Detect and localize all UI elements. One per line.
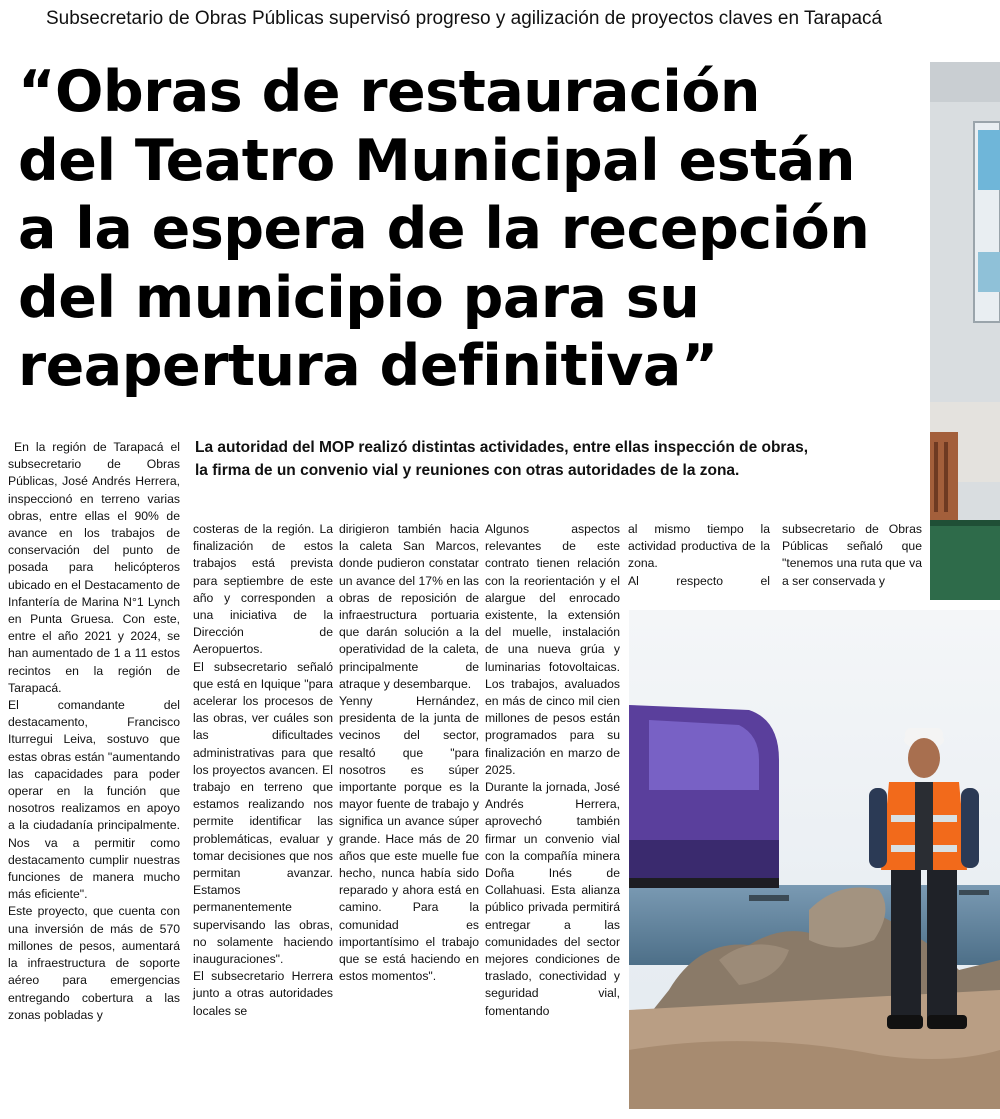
paragraph: Algunos aspectos relevantes de este contrato tienen relación con la reorientación y el alargue del enrocado existente, la extensión del muelle, instalación de una nueva grúa y luminarias fotovoltaicas. Los trabajos, avaluados en más de cinco mil cien millones de pesos están programados para su finalización en marzo de 2025.	[485, 522, 620, 777]
paragraph: El subsecretario Herrera junto a otras autoridades locales se	[193, 969, 333, 1018]
photo-interior-art	[930, 62, 1000, 600]
deck-line: La autoridad del MOP realizó distintas actividades, entre ellas inspección de obras,	[195, 439, 809, 456]
paragraph: El subsecretario señaló que está en Iquique "para acelerar los procesos de las obras, ver cuáles son las dificultades administrativas para que los proyectos avancen. El trabajo en terreno que estamos realizando nos permite identificar las problemáticas, evaluar y tomar decisiones que nos permitan avanzar. Estamos permanentemente supervisando las obras, no solamente haciendo inauguraciones".	[193, 659, 333, 967]
article-kicker: Subsecretario de Obras Públicas supervisó progreso y agilización de proyectos claves en Tarapacá	[46, 8, 883, 29]
photo-worker-art	[629, 610, 1000, 1109]
article-headline	[18, 58, 928, 401]
paragraph: En la región de Tarapacá el subsecretario de Obras Públicas, José Andrés Herrera, inspeccionó en terreno varias obras, entre ellas el 90% de avance en los trabajos de conservación del punto de posada para helicópteros ubicado en el Destacamento de Infantería de Marina N°1 Lynch en Punta Gruesa. Con este, entre el año 2021 y 2024, se han aumentado de 1 a 11 estos recintos en la región de Tarapacá.	[8, 440, 180, 695]
headline-line: del Teatro Municipal están	[18, 127, 855, 194]
paragraph: Al respecto el	[628, 573, 770, 588]
body-column-3	[339, 521, 479, 985]
body-column-2	[193, 521, 333, 1020]
paragraph: Durante la jornada, José Andrés Herrera, aprovechó también firmar un convenio vial con la compañía minera Doña Inés de Collahuasi. Esta alianza público privada permitirá entregar a las comunidades del sector mejores condiciones de traslado, conectividad y seguridad vial, fomentando	[485, 780, 620, 1018]
photo-worker	[629, 610, 1000, 1109]
body-column-4	[485, 521, 620, 1020]
body-column-1	[8, 439, 180, 1024]
paragraph: dirigieron también hacia la caleta San Marcos, donde pudieron constatar un avance del 17% en las obras de reposición de infraestructura portuaria que darán solución a la operatividad de la caleta, principalmente de atraque y desembarque.	[339, 522, 479, 691]
body-column-6	[782, 521, 922, 590]
paragraph: subsecretario de Obras Públicas señaló que "tenemos una ruta que va a ser conservada y	[782, 522, 922, 588]
deck-line: la firma de un convenio vial y reuniones con otras autoridades de la zona.	[195, 462, 740, 479]
paragraph: al mismo tiempo la actividad productiva de la zona.	[628, 522, 770, 571]
body-column-5	[628, 521, 770, 590]
paragraph: Este proyecto, que cuenta con una inversión de más de 570 millones de pesos, aumentará la infraestructura de soporte aéreo para emergencias entregando cobertura a las zonas pobladas y	[8, 904, 180, 1022]
paragraph: El comandante del destacamento, Francisco Iturregui Leiva, sostuvo que estas obras están "aumentando las capacidades para poder operar en la función que nosotros realizamos en apoyo a la ciudadanía principalmente. Nos va a permitir como destacamento cumplir nuestras funciones de manera mucho más eficiente".	[8, 698, 180, 902]
headline-line: reapertura definitiva”	[18, 333, 718, 399]
headline-line: “Obras de restauración	[18, 59, 760, 125]
headline-line: a la espera de la recepción	[18, 196, 870, 262]
paragraph: costeras de la región. La finalización de estos trabajos está prevista para septiembre de este año y corresponden a una iniciativa de la Dirección de Aeropuertos.	[193, 522, 333, 657]
paragraph: Yenny Hernández, presidenta de la junta de vecinos del sector, resaltó que "para nosotros es súper importante porque es la mayor fuente de trabajo y significa un avance súper grande. Hace más de 20 años que este muelle fue hecho, nunca había sido reparado y ahora está en camino. Para la comunidad es importantísimo el trabajo que se está haciendo en estos momentos".	[339, 694, 479, 984]
photo-interior	[930, 62, 1000, 600]
headline-line: del municipio para su	[18, 264, 700, 331]
article-deck	[195, 436, 925, 482]
